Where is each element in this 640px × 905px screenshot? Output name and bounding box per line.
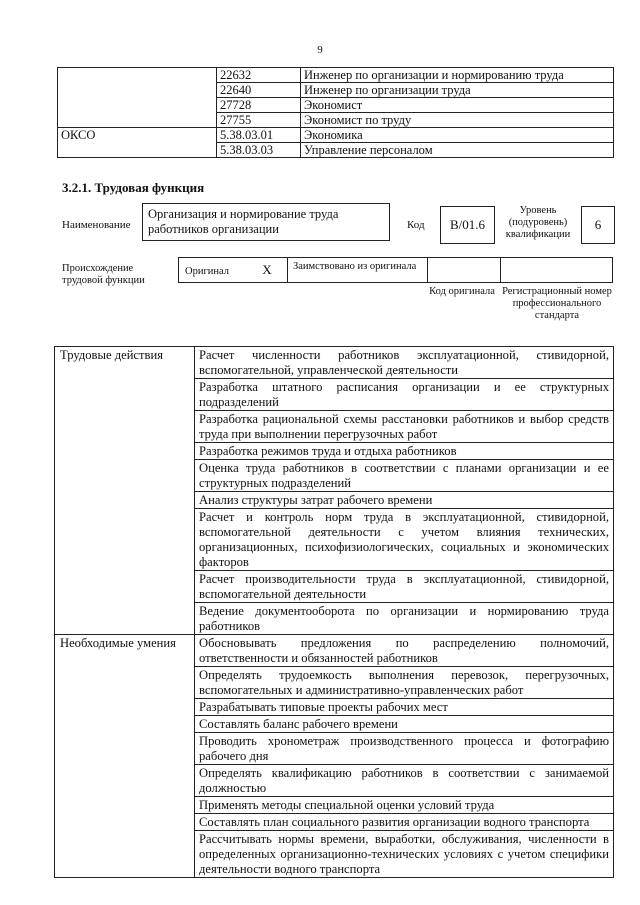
- activity-item: Рассчитывать нормы времени, выработки, обслуживания, численности в определенных организационно-технических условиях с учетом специфики деятельности водного транспорта: [195, 831, 614, 878]
- section-title: 3.2.1. Трудовая функция: [62, 180, 205, 195]
- occupation-name-cell: Экономист по труду: [301, 113, 614, 128]
- activity-item: Ведение документооборота по организации и нормированию труда работников: [195, 603, 614, 635]
- function-name-box: [142, 203, 390, 241]
- code-cell: 27755: [217, 113, 301, 128]
- code-cell: 22632: [217, 68, 301, 83]
- code-cell: 5.38.03.01: [217, 128, 301, 143]
- occupation-name-cell: Экономика: [301, 128, 614, 143]
- activity-item: Определять квалификацию работников в соответствии с занимаемой должностью: [195, 765, 614, 797]
- activity-item: Проводить хронометраж производственного процесса и фотографию рабочего дня: [195, 733, 614, 765]
- level-value: 6: [594, 217, 602, 232]
- activity-item: Оценка труда работников в соответствии с планами организации и ее структурных подразделений: [195, 460, 614, 492]
- section-heading-cell: Необходимые умения: [55, 635, 195, 878]
- page-number: 9: [317, 44, 323, 56]
- activity-item: Расчет производительности труда в эксплуатационной, стивидорной, вспомогательной деятельности: [195, 571, 614, 603]
- table-row: [58, 83, 614, 98]
- activity-item: Анализ структуры затрат рабочего времени: [195, 492, 614, 509]
- level-box: [581, 206, 615, 244]
- activity-item: Разработка штатного расписания организации и ее структурных подразделений: [195, 379, 614, 411]
- level-label: Уровень (подуровень) квалификации: [505, 205, 571, 240]
- table-row: [58, 113, 614, 128]
- activity-item: Расчет и контроль норм труда в эксплуатационной, стивидорной, вспомогательной деятельности с учетом влияния технических, организационных, психофизиологических, социальных и экономических факторов: [195, 509, 614, 571]
- table-row: [58, 68, 614, 83]
- table-row: [58, 98, 614, 113]
- table-row: [58, 128, 614, 143]
- code-group-cell: [58, 98, 217, 113]
- activity-item: Составлять баланс рабочего времени: [195, 716, 614, 733]
- function-code: B/01.6: [449, 217, 486, 232]
- original-label: Оригинал: [185, 266, 229, 277]
- section-heading-cell: Трудовые действия: [55, 347, 195, 635]
- code-group-cell: [58, 143, 217, 158]
- activity-item: Составлять план социального развития организации водного транспорта: [195, 814, 614, 831]
- code-cell: 5.38.03.03: [217, 143, 301, 158]
- borrowed-label: Заимствовано из оригинала: [288, 258, 428, 282]
- code-group-cell: ОКСО: [58, 128, 217, 143]
- labor-function-table: [54, 346, 614, 878]
- function-code-box: [440, 206, 495, 244]
- code-cell: 22640: [217, 83, 301, 98]
- name-label: Наименование: [62, 219, 131, 231]
- code-original-caption: Код оригинала: [429, 286, 495, 297]
- occupation-name-cell: Инженер по организации труда: [301, 83, 614, 98]
- origin-row: [178, 257, 613, 283]
- occupation-name-cell: Управление персоналом: [301, 143, 614, 158]
- occupation-codes-table: [57, 67, 614, 158]
- reg-number-caption: Регистрационный номер профессионального стандарта: [502, 286, 612, 321]
- activity-item: Разрабатывать типовые проекты рабочих мест: [195, 699, 614, 716]
- code-group-cell: [58, 83, 217, 98]
- occupation-name-cell: Экономист: [301, 98, 614, 113]
- activity-item: Применять методы специальной оценки условий труда: [195, 797, 614, 814]
- activity-item: Разработка рациональной схемы расстановки работников и выбор средств труда при выполнении перегрузочных работ: [195, 411, 614, 443]
- code-group-cell: [58, 68, 217, 83]
- origin-label: Происхождение трудовой функции: [62, 263, 145, 286]
- reg-number-cell: [501, 258, 612, 282]
- table-row: [55, 347, 614, 379]
- activity-item: Расчет численности работников эксплуатационной, стивидорной, вспомогательной, управленческой деятельности: [195, 347, 614, 379]
- activity-item: Обосновывать предложения по распределению полномочий, ответственности и обязанностей работников: [195, 635, 614, 667]
- table-row: [58, 143, 614, 158]
- code-group-cell: [58, 113, 217, 128]
- original-mark: X: [247, 258, 288, 282]
- code-cell: 27728: [217, 98, 301, 113]
- function-name: Организация и нормирование труда работников организации: [148, 207, 339, 236]
- original-code-cell: [428, 258, 501, 282]
- table-row: [55, 635, 614, 667]
- code-label: Код: [407, 219, 425, 231]
- activity-item: Разработка режимов труда и отдыха работников: [195, 443, 614, 460]
- occupation-name-cell: Инженер по организации и нормированию труда: [301, 68, 614, 83]
- activity-item: Определять трудоемкость выполнения перевозок, перегрузочных, вспомогательных и административно-управленческих работ: [195, 667, 614, 699]
